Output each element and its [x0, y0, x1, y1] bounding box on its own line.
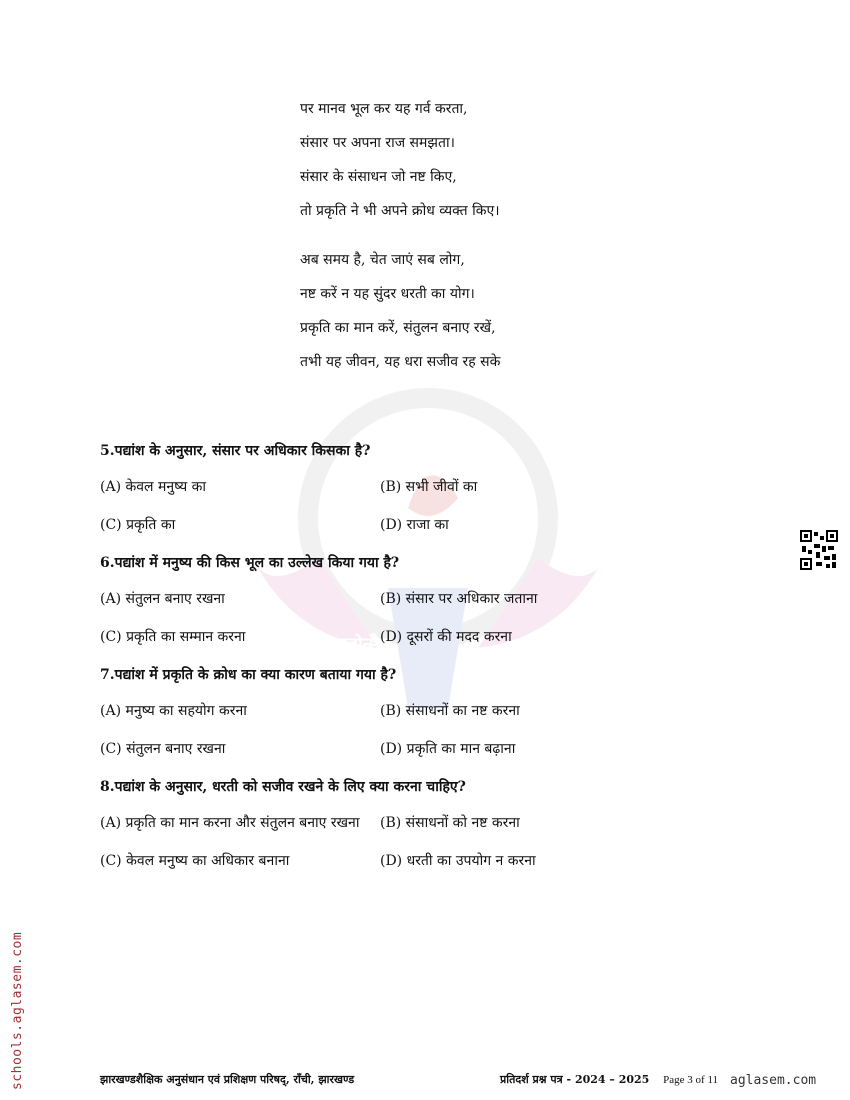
option-b: (B) संसार पर अधिकार जताना — [380, 591, 538, 607]
option-a: (A) मनुष्य का सहयोग करना — [100, 703, 247, 719]
footer-paper-info — [500, 1072, 718, 1087]
option-b: (B) संसाधनों का नष्ट करना — [380, 703, 520, 719]
question-6 — [100, 552, 660, 664]
question-title: 8.पद्यांश के अनुसार, धरती को सजीव रखने के लिए क्या करना चाहिए? — [100, 779, 466, 795]
question-title: 6.पद्यांश में मनुष्य की किस भूल का उल्लेख किया गया है? — [100, 555, 400, 571]
option-c: (C) प्रकृति का — [100, 517, 176, 533]
option-d: (D) धरती का उपयोग न करना — [380, 853, 536, 869]
footer-page-number: Page 3 of 11 — [663, 1074, 719, 1086]
poem-line: अब समय है, चेत जाएं सब लोग, — [300, 252, 465, 268]
poem-line: तो प्रकृति ने भी अपने क्रोध व्यक्त किए। — [300, 203, 500, 219]
option-row — [100, 476, 660, 514]
question-list — [100, 440, 660, 888]
question-7 — [100, 664, 660, 776]
poem-line: पर मानव भूल कर यह गर्व करता, — [300, 101, 468, 117]
option-b: (B) संसाधनों को नष्ट करना — [380, 815, 520, 831]
watermark-text: नवोन्मेष — [338, 634, 390, 655]
question-title: 5.पद्यांश के अनुसार, संसार पर अधिकार किसका है? — [100, 443, 371, 459]
option-row — [100, 514, 660, 552]
option-d: (D) प्रकृति का मान बढ़ाना — [380, 741, 516, 757]
footer-brand: aglasem.com — [730, 1073, 817, 1088]
poem-line: प्रकृति का मान करें, संतुलन बनाए रखें, — [300, 320, 496, 336]
option-a: (A) केवल मनुष्य का — [100, 479, 207, 495]
option-c: (C) प्रकृति का सम्मान करना — [100, 629, 246, 645]
option-row — [100, 738, 660, 776]
option-a: (A) संतुलन बनाए रखना — [100, 591, 225, 607]
footer-paper-title: प्रतिदर्श प्रश्न पत्र - 2024 – 2025 — [500, 1073, 650, 1086]
option-c: (C) केवल मनुष्य का अधिकार बनाना — [100, 853, 290, 869]
poem-line: संसार पर अपना राज समझता। — [300, 135, 455, 151]
poem-line: तभी यह जीवन, यह धरा सजीव रह सके — [300, 354, 501, 370]
footer-institution: झारखण्डशैक्षिक अनुसंधान एवं प्रशिक्षण परिषद्, राँची, झारखण्ड — [100, 1073, 355, 1086]
question-5 — [100, 440, 660, 552]
question-8 — [100, 776, 660, 888]
qr-code-icon[interactable] — [800, 530, 838, 570]
option-a: (A) प्रकृति का मान करना और संतुलन बनाए रखना — [100, 815, 360, 831]
option-row — [100, 850, 660, 888]
option-row — [100, 700, 660, 738]
option-row — [100, 812, 660, 850]
option-d: (D) दूसरों की मदद करना — [380, 629, 512, 645]
question-title: 7.पद्यांश में प्रकृति के क्रोध का क्या कारण बताया गया है? — [100, 667, 397, 683]
option-row — [100, 626, 660, 664]
side-watermark-url: schools.aglasem.com — [10, 931, 25, 1090]
option-c: (C) संतुलन बनाए रखना — [100, 741, 226, 757]
stanza-gap — [300, 236, 620, 251]
option-row — [100, 588, 660, 626]
option-b: (B) सभी जीवों का — [380, 479, 478, 495]
poem-line: नष्ट करें न यह सुंदर धरती का योग। — [300, 286, 475, 302]
option-d: (D) राजा का — [380, 517, 449, 533]
poem — [300, 100, 620, 387]
poem-line: संसार के संसाधन जो नष्ट किए, — [300, 169, 457, 185]
